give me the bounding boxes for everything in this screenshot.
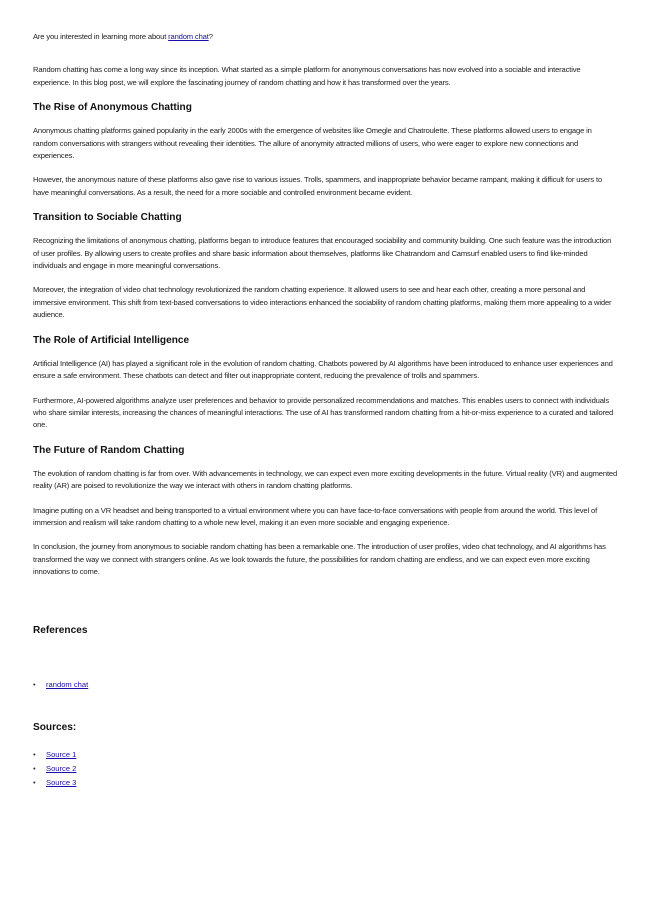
paragraph: Anonymous chatting platforms gained popularity in the early 2000s with the emergence of websites like Omegle and Chatroulette. These platforms allowed users to engage in random conversations with strangers without revealing their identities. The allure of anonymity attracted millions of users, who were eager to explore new connections and experiences. (33, 126, 592, 161)
bullet-icon: • (33, 749, 36, 759)
list-item (33, 748, 618, 762)
source-link-1[interactable]: Source 1 (46, 749, 77, 759)
references-list (33, 678, 618, 692)
heading-role-ai: The Role of Artificial Intelligence (33, 334, 190, 346)
paragraph: Recognizing the limitations of anonymous chatting, platforms began to introduce features that encouraged sociability and community building. One such feature was the introduction of user profiles. By allowing users to create profiles and share basic information about themselves, platforms like Chatrandom and Camsurf enabled users to find like-minded individuals and engage in more meaningful conversations. (33, 236, 612, 271)
references-heading: References (33, 624, 88, 636)
intro-prefix: Are you interested in learning more about (33, 32, 169, 41)
sources-heading: Sources: (33, 721, 77, 733)
lead-paragraph: Random chatting has come a long way since its inception. What started as a simple platform for anonymous conversations has now evolved into a sociable and interactive experience. In this blog post, we will explore the fascinating journey of random chatting and how it has transformed over the years. (33, 65, 581, 87)
list-item (33, 776, 618, 790)
paragraph: Furthermore, AI-powered algorithms analyze user preferences and behavior to provide personalized recommendations and matches. This enables users to connect with individuals who share similar interests, increasing the chances of meaningful interactions. The use of AI has transformed random chatting from a hit-or-miss experience to a curated and tailored one. (33, 395, 614, 430)
heading-rise-anonymous: The Rise of Anonymous Chatting (33, 102, 192, 114)
paragraph: However, the anonymous nature of these platforms also gave rise to various issues. Trolls, spammers, and inappropriate behavior became rampant, making it difficult for users to have meaningful conversations. As a result, the need for a more sociable and controlled environment became evident. (33, 175, 603, 197)
paragraph: In conclusion, the journey from anonymous to sociable random chatting has been a remarkable one. The introduction of user profiles, video chat technology, and AI algorithms has transformed the way we connect with strangers online. As we look towards the future, the possibilities for random chatting are endless, and we can expect even more exciting innovations to come. (33, 542, 606, 577)
bullet-icon: • (33, 679, 36, 689)
source-link-2[interactable]: Source 2 (46, 763, 77, 773)
paragraph: Imagine putting on a VR headset and being transported to a virtual environment where you can have face-to-face conversations with people from around the world. This level of immersion and realism will take random chatting to a whole new level, making it an even more sociable and engaging experience. (33, 505, 598, 527)
list-item (33, 762, 618, 776)
bullet-icon: • (33, 763, 36, 773)
heading-transition-sociable: Transition to Sociable Chatting (33, 212, 182, 224)
intro-line (33, 31, 618, 43)
intro-random-chat-link[interactable]: random chat (168, 32, 209, 41)
bullet-icon: • (33, 777, 36, 787)
intro-suffix: ? (208, 32, 213, 41)
reference-link-random-chat[interactable]: random chat (46, 679, 89, 689)
source-link-3[interactable]: Source 3 (46, 777, 77, 787)
heading-future-random-chatting: The Future of Random Chatting (33, 444, 185, 456)
paragraph: Moreover, the integration of video chat technology revolutionized the random chatting experience. It allowed users to see and hear each other, creating a more personal and immersive environment. This shift from text-based conversations to video interactions enhanced the sociability of random chatting platforms, making them more appealing to a wider audience. (33, 285, 612, 320)
list-item (33, 678, 618, 692)
paragraph: Artificial Intelligence (AI) has played a significant role in the evolution of random chatting. Chatbots powered by AI algorithms have been introduced to enhance user experiences and ensure a safe environment. These chatbots can detect and filter out inappropriate content, reducing the prevalence of trolls and spammers. (33, 358, 613, 381)
paragraph: The evolution of random chatting is far from over. With advancements in technology, we can expect even more exciting developments in the future. Virtual reality (VR) and augmented reality (AR) are poised to revolutionize the way we interact with others in random chatting platforms. (33, 468, 618, 491)
sources-list (33, 748, 618, 790)
